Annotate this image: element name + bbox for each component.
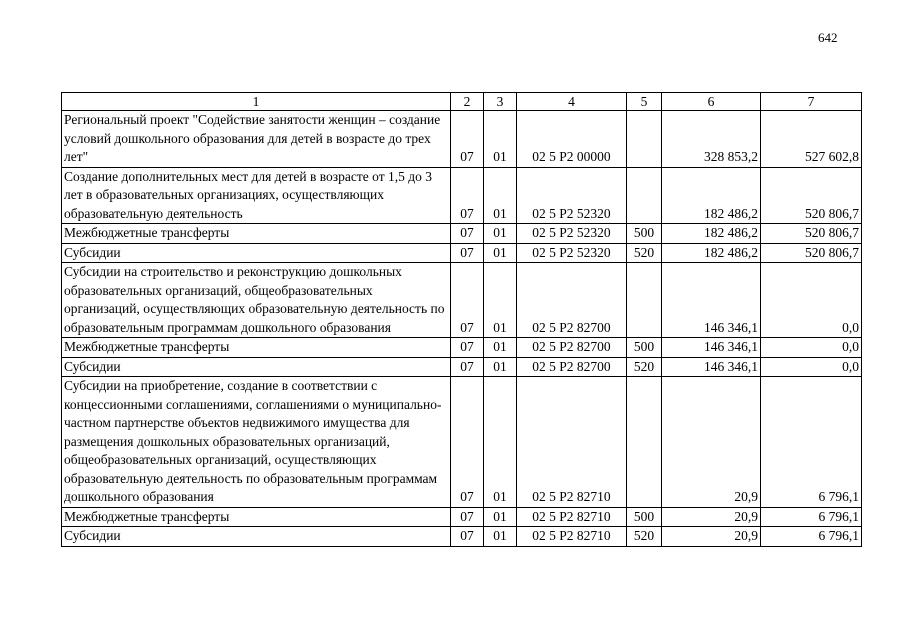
header-col-4: 4 — [517, 93, 627, 111]
row-section: 07 — [451, 527, 484, 547]
table-row — [62, 338, 862, 358]
row-name: Региональный проект "Содействие занятости женщин – создание условий дошкольного образования для детей в возрасте до трех лет" — [62, 111, 451, 168]
row-name: Межбюджетные трансферты — [62, 507, 451, 527]
row-name: Создание дополнительных мест для детей в возрасте от 1,5 до 3 лет в образовательных организациях, осуществляющих образовательную деятельность — [62, 167, 451, 224]
table-row — [62, 224, 862, 244]
row-target-article: 02 5 P2 82710 — [517, 377, 627, 508]
row-expense-type: 520 — [627, 243, 662, 263]
table-row — [62, 263, 862, 338]
row-expense-type: 500 — [627, 224, 662, 244]
row-expense-type — [627, 263, 662, 338]
row-subsection: 01 — [484, 527, 517, 547]
table-row — [62, 243, 862, 263]
row-subsection: 01 — [484, 111, 517, 168]
row-amount-col6: 146 346,1 — [662, 338, 761, 358]
row-target-article: 02 5 P2 82700 — [517, 357, 627, 377]
row-name: Межбюджетные трансферты — [62, 338, 451, 358]
table-row — [62, 357, 862, 377]
row-section: 07 — [451, 357, 484, 377]
table-row — [62, 377, 862, 508]
header-col-6: 6 — [662, 93, 761, 111]
row-target-article: 02 5 P2 52320 — [517, 167, 627, 224]
row-expense-type: 520 — [627, 357, 662, 377]
row-amount-col7: 6 796,1 — [761, 527, 862, 547]
row-amount-col6: 20,9 — [662, 507, 761, 527]
row-subsection: 01 — [484, 338, 517, 358]
row-target-article: 02 5 P2 82700 — [517, 263, 627, 338]
row-amount-col7: 527 602,8 — [761, 111, 862, 168]
header-row — [62, 93, 862, 111]
header-col-2: 2 — [451, 93, 484, 111]
row-expense-type — [627, 167, 662, 224]
row-target-article: 02 5 P2 82710 — [517, 527, 627, 547]
row-target-article: 02 5 P2 52320 — [517, 224, 627, 244]
table-row — [62, 111, 862, 168]
row-subsection: 01 — [484, 377, 517, 508]
table-row — [62, 167, 862, 224]
row-amount-col7: 6 796,1 — [761, 377, 862, 508]
row-amount-col6: 328 853,2 — [662, 111, 761, 168]
row-amount-col7: 6 796,1 — [761, 507, 862, 527]
row-subsection: 01 — [484, 243, 517, 263]
row-expense-type — [627, 111, 662, 168]
row-amount-col6: 20,9 — [662, 527, 761, 547]
header-col-1: 1 — [62, 93, 451, 111]
row-section: 07 — [451, 507, 484, 527]
row-name: Субсидии на приобретение, создание в соответствии с концессионными соглашениями, соглашениями о муниципально-частном партнерстве объектов недвижимого имущества для размещения дошкольных образовательных организаций, общеобразовательных организаций, осуществляющих образовательную деятельность по образовательным программам дошкольного образования — [62, 377, 451, 508]
row-name: Субсидии — [62, 527, 451, 547]
row-subsection: 01 — [484, 167, 517, 224]
row-name: Субсидии — [62, 357, 451, 377]
row-amount-col6: 182 486,2 — [662, 224, 761, 244]
row-target-article: 02 5 P2 82710 — [517, 507, 627, 527]
row-name: Субсидии на строительство и реконструкцию дошкольных образовательных организаций, общеобразовательных организаций, осуществляющих образовательную деятельность по образовательным программам дошкольного образования — [62, 263, 451, 338]
row-name: Межбюджетные трансферты — [62, 224, 451, 244]
row-subsection: 01 — [484, 357, 517, 377]
row-subsection: 01 — [484, 224, 517, 244]
row-expense-type: 520 — [627, 527, 662, 547]
row-section: 07 — [451, 167, 484, 224]
row-amount-col7: 0,0 — [761, 263, 862, 338]
row-amount-col6: 146 346,1 — [662, 357, 761, 377]
row-amount-col7: 0,0 — [761, 357, 862, 377]
table-row — [62, 527, 862, 547]
row-amount-col6: 20,9 — [662, 377, 761, 508]
header-col-3: 3 — [484, 93, 517, 111]
row-amount-col6: 146 346,1 — [662, 263, 761, 338]
budget-table — [61, 92, 862, 547]
row-amount-col7: 520 806,7 — [761, 243, 862, 263]
row-amount-col7: 0,0 — [761, 338, 862, 358]
row-subsection: 01 — [484, 507, 517, 527]
row-name: Субсидии — [62, 243, 451, 263]
row-target-article: 02 5 P2 82700 — [517, 338, 627, 358]
row-amount-col7: 520 806,7 — [761, 167, 862, 224]
row-amount-col6: 182 486,2 — [662, 167, 761, 224]
row-expense-type: 500 — [627, 338, 662, 358]
row-section: 07 — [451, 263, 484, 338]
row-amount-col7: 520 806,7 — [761, 224, 862, 244]
row-subsection: 01 — [484, 263, 517, 338]
row-section: 07 — [451, 224, 484, 244]
row-expense-type: 500 — [627, 507, 662, 527]
page-number: 642 — [818, 30, 838, 45]
row-amount-col6: 182 486,2 — [662, 243, 761, 263]
row-section: 07 — [451, 338, 484, 358]
row-section: 07 — [451, 377, 484, 508]
row-target-article: 02 5 P2 00000 — [517, 111, 627, 168]
table-row — [62, 507, 862, 527]
row-target-article: 02 5 P2 52320 — [517, 243, 627, 263]
row-section: 07 — [451, 243, 484, 263]
row-expense-type — [627, 377, 662, 508]
header-col-5: 5 — [627, 93, 662, 111]
row-section: 07 — [451, 111, 484, 168]
header-col-7: 7 — [761, 93, 862, 111]
